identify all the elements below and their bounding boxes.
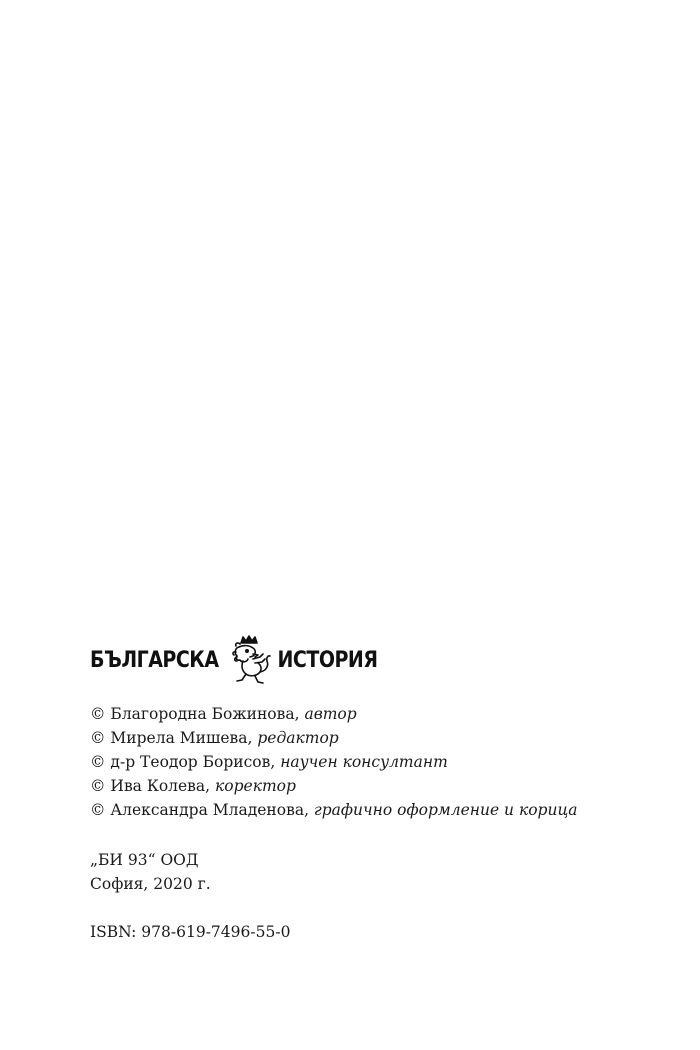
- credit-proofreader: [90, 774, 650, 798]
- publisher-name: „БИ 93“ ООД: [90, 851, 199, 869]
- credit-role: редактор: [257, 729, 339, 747]
- publisher-info: [90, 848, 650, 896]
- isbn: ISBN: 978-619-7496-55-0: [90, 923, 291, 941]
- credit-role: автор: [304, 705, 357, 723]
- publisher-logo: [90, 632, 650, 688]
- credits-list: [90, 702, 650, 822]
- credit-name: © Благородна Божинова,: [90, 705, 305, 723]
- credit-editor: [90, 726, 650, 750]
- credit-consultant: [90, 750, 650, 774]
- credit-name: © Ива Колева,: [90, 777, 216, 795]
- logo-word-left: БЪЛГАРСКА: [90, 647, 219, 673]
- credit-role: графично оформление и корица: [313, 801, 578, 819]
- logo-word-right: ИСТОРИЯ: [277, 647, 378, 673]
- credit-designer: [90, 798, 650, 822]
- credit-role: коректор: [215, 777, 296, 795]
- credit-name: © Мирела Мишева,: [90, 729, 258, 747]
- credit-role: научен консултант: [280, 753, 448, 771]
- publisher-place-year: София, 2020 г.: [90, 875, 211, 893]
- lion-emblem-icon: [225, 633, 273, 687]
- credit-name: © Александра Младенова,: [90, 801, 314, 819]
- credit-author: [90, 702, 650, 726]
- imprint-block: [90, 632, 650, 944]
- credit-name: © д-р Теодор Борисов,: [90, 753, 281, 771]
